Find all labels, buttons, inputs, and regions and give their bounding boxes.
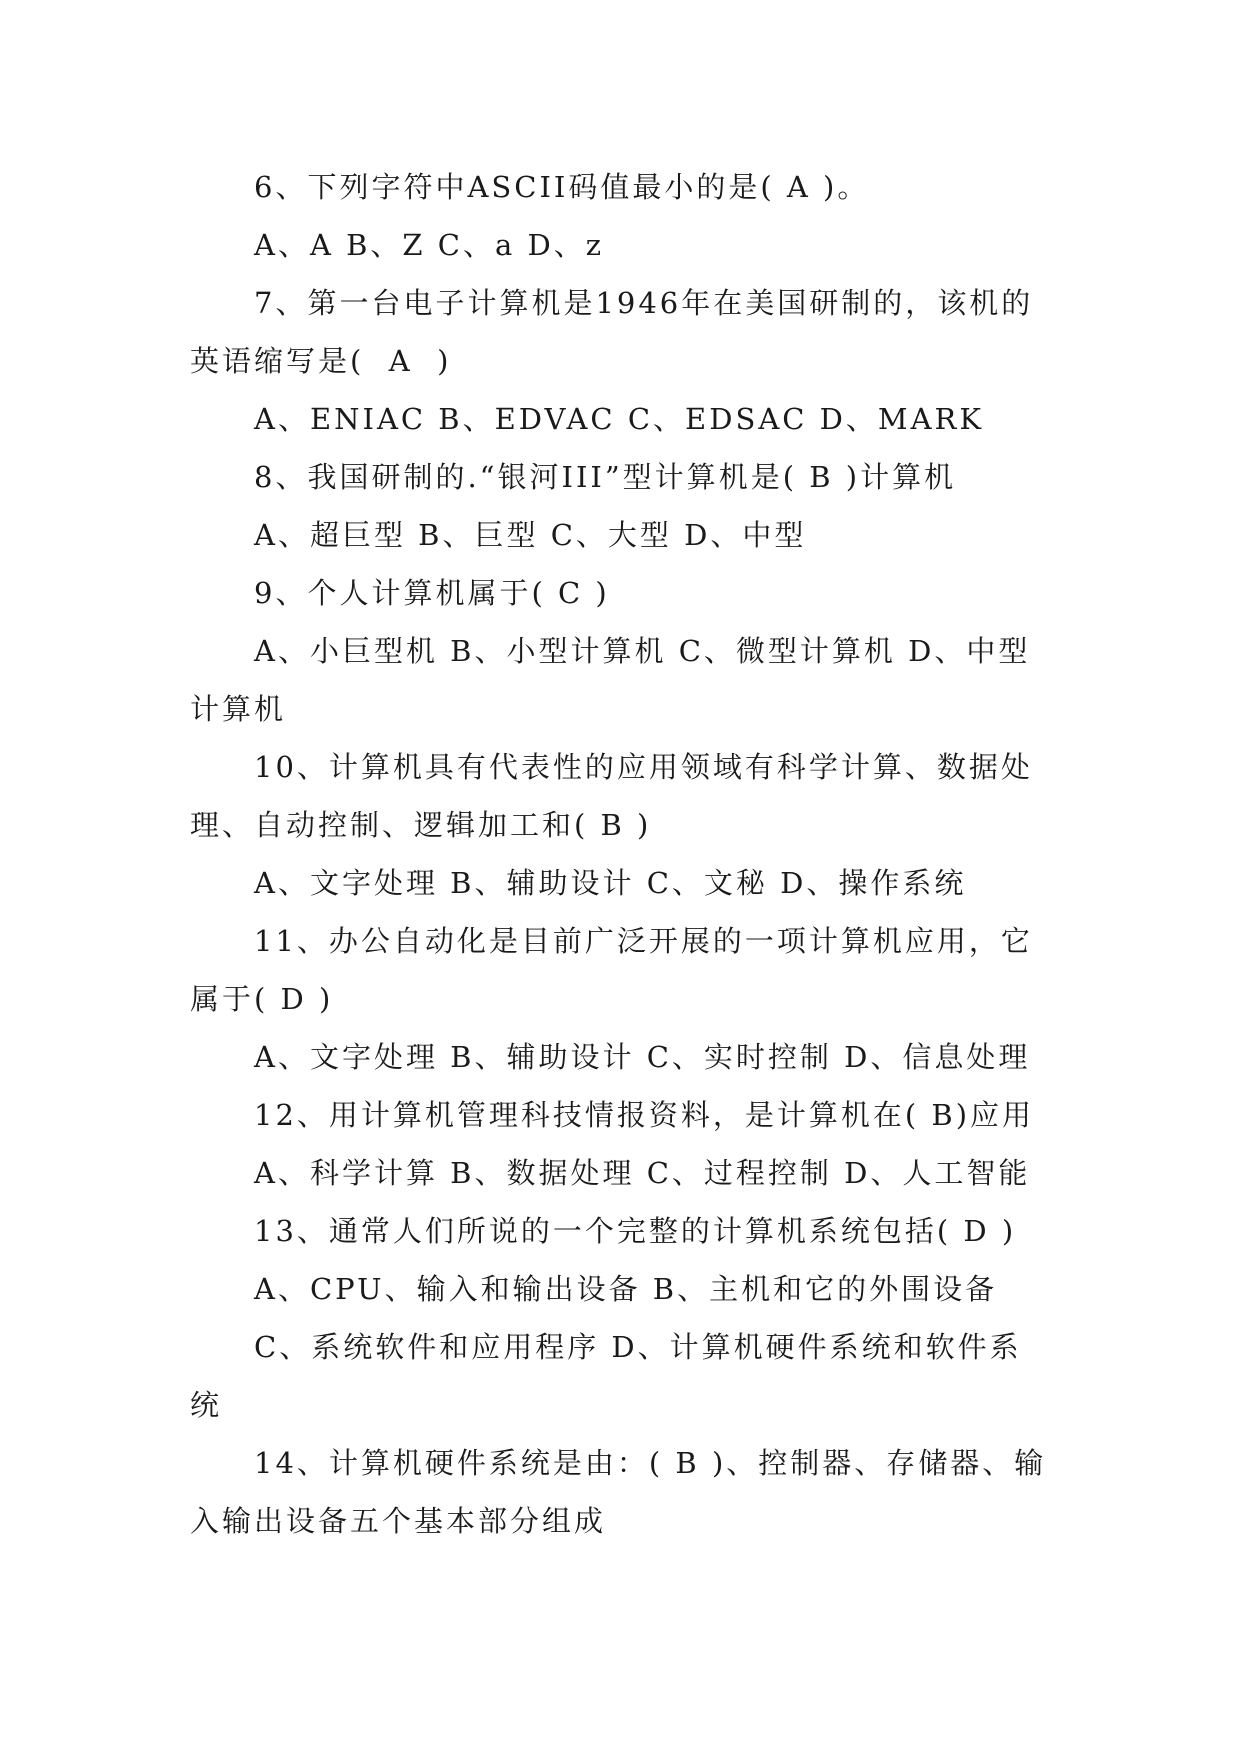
question-8: 8、我国研制的.“银河III”型计算机是( B )计算机 <box>254 460 957 494</box>
question-7: 7、第一台电子计算机是1946年在美国研制的，该机的英语缩写是( A ) <box>190 286 1034 378</box>
options-10: A、文字处理 B、辅助设计 C、文秘 D、操作系统 <box>254 866 967 900</box>
options-12: A、科学计算 B、数据处理 C、过程控制 D、人工智能 <box>254 1156 1031 1190</box>
question-12: 12、用计算机管理科技情报资料，是计算机在( B)应用 <box>254 1098 1035 1132</box>
question-10: 10、计算机具有代表性的应用领域有科学计算、数据处理、自动控制、逻辑加工和( B ) <box>190 750 1033 842</box>
question-11: 11、办公自动化是目前广泛开展的一项计算机应用，它属于( D ) <box>190 924 1033 1016</box>
options-8: A、超巨型 B、巨型 C、大型 D、中型 <box>254 518 807 552</box>
question-13: 13、通常人们所说的一个完整的计算机系统包括( D ) <box>254 1214 1017 1248</box>
options-13-cd: C、系统软件和应用程序 D、计算机硬件系统和软件系统 <box>190 1330 1022 1422</box>
options-6: A、A B、Z C、a D、z <box>254 228 605 262</box>
options-7: A、ENIAC B、EDVAC C、EDSAC D、MARK <box>254 402 985 436</box>
question-6: 6、下列字符中ASCII码值最小的是( A )。 <box>254 170 870 204</box>
options-11: A、文字处理 B、辅助设计 C、实时控制 D、信息处理 <box>254 1040 1031 1074</box>
question-14: 14、计算机硬件系统是由：( B )、控制器、存储器、输入输出设备五个基本部分组成 <box>190 1446 1047 1538</box>
document-page <box>190 158 1050 1550</box>
options-13-ab: A、CPU、输入和输出设备 B、主机和它的外围设备 <box>254 1272 998 1306</box>
question-9: 9、个人计算机属于( C ) <box>254 576 610 610</box>
options-9: A、小巨型机 B、小型计算机 C、微型计算机 D、中型计算机 <box>190 634 1031 726</box>
